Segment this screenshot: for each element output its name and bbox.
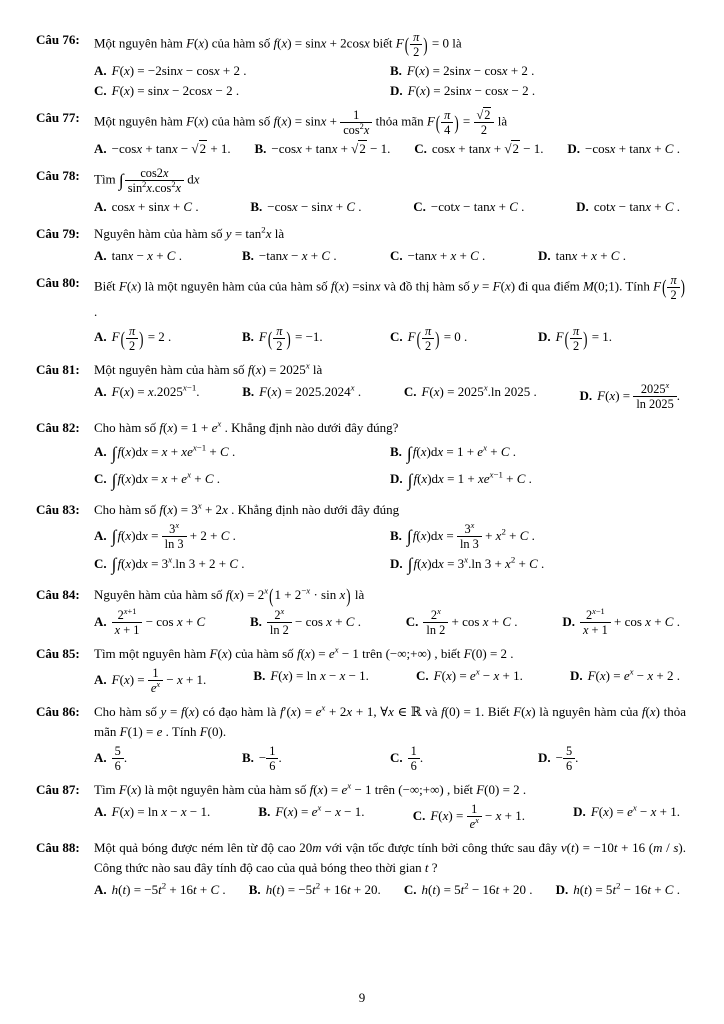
question — [36, 780, 686, 831]
option-list — [94, 880, 686, 900]
answer-option — [94, 197, 199, 217]
option-text: $\frac{5}{6}$ . — [112, 750, 127, 765]
option-key: D. — [555, 881, 569, 897]
option-list — [94, 666, 686, 695]
question-body — [94, 30, 686, 101]
option-text: $\frac{2^x}{\ln 2}$ + cos x + C . — [423, 614, 517, 629]
option-text: tanx + x + C . — [555, 247, 626, 263]
option-key: D. — [538, 329, 551, 345]
question-stem: Cho hàm số $f(x) = 1 + e^x$ . Khẳng định nào dưới đây đúng? — [94, 418, 399, 436]
answer-option — [390, 551, 686, 578]
question-label: Câu 83: — [36, 502, 80, 518]
question-stem: Cho hàm số $f(x) = 3^x + 2x$ . Khẳng định nào dưới đây đúng — [94, 500, 400, 518]
answer-option — [249, 880, 381, 900]
option-key: C. — [403, 383, 417, 399]
option-text: $h(t) = -5t^2 + 16t + C$ . — [111, 880, 226, 897]
answer-option — [538, 246, 686, 266]
option-key: D. — [579, 387, 593, 403]
question — [36, 838, 686, 899]
option-text: $h(t) = 5t^2 - 16t + C$ . — [573, 880, 680, 897]
question — [36, 702, 686, 773]
question-label: Câu 87: — [36, 782, 80, 798]
option-text: $h(t) = 5t^2 - 16t + 20$ . — [421, 880, 533, 897]
option-text: F( $\frac{\pi}{2}$ ) = 0 . — [407, 323, 468, 353]
answer-option — [94, 382, 200, 411]
answer-option — [94, 880, 226, 900]
option-text: cotx − tanx + C . — [593, 199, 680, 215]
option-key: B. — [249, 613, 262, 629]
question-stem: Tìm một nguyên hàm F(x) của hàm số $f(x) = e^x - 1$ trên (−∞;+∞) , biết F(0) = 2 . — [94, 645, 514, 662]
answer-option — [416, 666, 523, 695]
option-text: $F(x) = e^x - x + 1$. — [433, 666, 523, 684]
question-stem: Tìm F(x) là một nguyên hàm của hàm số $f(x) = e^x - 1$ trên (−∞;+∞) , biết F(0) = 2 . — [94, 781, 527, 798]
option-list — [94, 744, 686, 773]
option-text: F( $\frac{\pi}{2}$ ) = 2 . — [111, 323, 172, 353]
option-list — [94, 197, 686, 217]
option-text: $F(x) = 2025^x.\ln$ 2025 . — [421, 382, 537, 399]
option-key: C. — [405, 613, 419, 629]
question-stem: Một nguyên hàm F(x) của hàm số f(x) = sinx + 2cosx biết F( $\frac{\pi}{2}$ ) = 0 là — [94, 30, 462, 60]
option-text: $F(x) = e^x - x - 1$. — [275, 802, 365, 820]
answer-option — [556, 880, 680, 900]
option-key: B. — [390, 63, 402, 79]
question-stem: Một nguyên hàm của hàm số $f(x) = 2025^x$ là — [94, 360, 323, 378]
answer-option — [94, 608, 205, 637]
option-key: B. — [242, 383, 255, 399]
answer-option — [413, 197, 524, 217]
option-text: F(x) = −2sinx − cosx + 2 . — [111, 63, 247, 79]
option-key: A. — [94, 141, 107, 157]
option-key: D. — [562, 613, 575, 629]
option-key: C. — [403, 881, 417, 897]
question-label: Câu 76: — [36, 32, 80, 47]
page-number: 9 — [358, 990, 366, 1006]
question-stem: Một nguyên hàm F(x) của hàm số f(x) = sinx + $\frac{1}{\cos^2x}$ thỏa mãn F( $\frac{\pi}{4}$ ) = $\frac{√2}{2}$ là — [94, 107, 508, 138]
option-text: −tanx + x + C . — [407, 247, 486, 263]
option-text: $\frac{2^x}{\ln 2}$ − cos x + C . — [267, 614, 361, 629]
answer-option — [94, 802, 210, 831]
option-text: −cotx − tanx + C . — [430, 199, 525, 215]
option-key: C. — [94, 470, 107, 486]
option-text: $\frac{1}{6}$ . — [408, 750, 423, 765]
answer-option — [94, 81, 390, 101]
option-key: B. — [242, 247, 254, 263]
question-label: Câu 85: — [36, 646, 80, 662]
answer-option — [390, 522, 686, 551]
question-body — [94, 418, 686, 493]
answer-option — [242, 382, 361, 411]
answer-option — [242, 246, 390, 266]
option-text: F(x) = 2sinx − cosx − 2 . — [407, 83, 536, 99]
answer-option — [94, 551, 390, 578]
option-key: D. — [576, 199, 589, 215]
option-list — [94, 139, 686, 159]
answer-option — [390, 81, 686, 101]
question — [36, 360, 686, 411]
option-key: C. — [94, 555, 107, 571]
question-label: Câu 81: — [36, 362, 80, 378]
question-label: Câu 82: — [36, 420, 80, 436]
question — [36, 30, 686, 101]
answer-option — [538, 744, 686, 773]
question — [36, 644, 686, 695]
answer-option — [94, 522, 390, 551]
answer-option — [538, 324, 686, 353]
option-key: A. — [94, 671, 107, 687]
option-key: D. — [567, 141, 580, 157]
option-key: A. — [94, 804, 107, 820]
question-body — [94, 224, 686, 266]
question-body — [94, 838, 686, 899]
answer-option — [390, 440, 686, 467]
question-body — [94, 644, 686, 695]
question-stem: Nguyên hàm của hàm số $y = \tan^2x$ là — [94, 224, 285, 242]
answer-option — [242, 324, 390, 353]
option-text: $h(t) = -5t^2 + 16t + 20$. — [265, 880, 381, 897]
answer-option — [94, 467, 390, 494]
question-label: Câu 80: — [36, 274, 80, 290]
option-text: −cosx + tanx + C . — [585, 141, 680, 157]
option-text: −cosx − sinx + C . — [267, 199, 362, 215]
option-text: F(x) = $\frac{1}{e^x}$ − x + 1. — [111, 666, 207, 696]
question-label: Câu 77: — [36, 109, 80, 125]
option-key: A. — [94, 329, 107, 345]
option-text: $F(x) = 2025.2024^x$ . — [259, 382, 362, 399]
option-text: F(x) = ln x − x − 1. — [111, 804, 211, 820]
option-list — [94, 522, 686, 578]
option-key: A. — [94, 444, 107, 460]
option-list — [94, 608, 686, 637]
option-key: A. — [94, 613, 107, 629]
option-key: D. — [569, 668, 583, 684]
option-key: B. — [253, 668, 266, 684]
option-text: F(x) = ln x − x − 1. — [270, 668, 369, 684]
option-text: F(x) = 2sinx − cosx + 2 . — [406, 63, 535, 79]
question-stem: Biết F(x) là một nguyên hàm của của hàm số f(x) =sinx và đồ thị hàm số y = F(x) đi qua điểm M(0;1). Tính F( $\frac{\pi}{2}$ ). — [94, 272, 685, 319]
option-key: A. — [94, 383, 107, 399]
answer-option — [390, 61, 686, 81]
option-text: $F(x) = e^x - x + 1$. — [590, 802, 680, 820]
option-text: $\int f(x)dx = 1 + e^x + C$ . — [406, 442, 516, 463]
option-key: B. — [250, 199, 263, 215]
question-stem: Tìm ∫ $\frac{\cos 2x}{\sin^2x.\cos^2x}$ dx — [94, 166, 200, 196]
option-key: A. — [94, 63, 107, 79]
option-key: D. — [538, 749, 551, 765]
option-list — [94, 440, 686, 493]
answer-option — [258, 802, 364, 831]
option-key: B. — [258, 804, 271, 820]
answer-option — [404, 880, 533, 900]
question — [36, 500, 686, 578]
question-body — [94, 500, 686, 578]
option-key: C. — [414, 141, 427, 157]
option-text: $\int f(x)dx = x + xe^{x-1} + C$ . — [111, 442, 236, 463]
question — [36, 108, 686, 159]
option-text: F( $\frac{\pi}{2}$ ) = −1. — [258, 323, 323, 353]
question-list — [36, 30, 686, 900]
question — [36, 224, 686, 266]
option-text: $\int f(x)dx = 3^x.\ln$ $3 + x^2 + C$ . — [407, 554, 545, 575]
answer-option — [94, 324, 242, 353]
question-stem: Cho hàm số y = f(x) có đạo hàm là $f'(x) = e^x + 2x + 1$, ∀x ∈ ℝ và f(0) = 1. Biết F(x) là nguyên hàm của f(x) thỏa mãn F(1) = e . Tính F(0). — [94, 703, 686, 740]
option-key: C. — [412, 807, 426, 823]
answer-option — [94, 440, 390, 467]
option-text: − $\frac{1}{6}$ . — [258, 743, 282, 774]
question-body — [94, 166, 686, 217]
answer-option — [253, 666, 369, 695]
answer-option — [254, 139, 390, 159]
option-text: $\int f(x)dx = 1 + xe^{x-1} + C$ . — [407, 469, 532, 490]
option-text: −cosx + tanx − √2 + 1. — [111, 141, 231, 157]
question-label: Câu 84: — [36, 587, 80, 603]
answer-option — [390, 744, 538, 773]
option-key: A. — [94, 199, 107, 215]
option-key: D. — [573, 804, 586, 820]
answer-option — [94, 666, 206, 695]
answer-option — [250, 197, 361, 217]
answer-option — [390, 324, 538, 353]
option-list — [94, 61, 686, 101]
option-text: cosx + sinx + C . — [111, 199, 199, 215]
option-text: F(x) = $\frac{1}{e^x}$ − x + 1. — [430, 802, 525, 832]
answer-option — [390, 467, 686, 494]
option-text: $\int f(x)dx = 3^x.\ln$ 3 + 2 + C . — [111, 554, 245, 575]
option-key: D. — [390, 83, 403, 99]
option-text: F(x) = $\frac{2025^x}{\ln 2025}$ . — [597, 380, 680, 412]
answer-option — [567, 139, 680, 159]
answer-option — [413, 802, 525, 831]
question — [36, 585, 686, 637]
option-text: F(x) = sinx − 2cosx − 2 . — [111, 83, 240, 99]
option-key: A. — [94, 881, 107, 897]
option-key: B. — [248, 881, 261, 897]
answer-option — [94, 61, 390, 81]
option-text: −cosx + tanx + √2 − 1. — [271, 141, 391, 157]
option-text: $\int f(x)dx = x + e^x + C$ . — [111, 469, 221, 490]
option-text: F( $\frac{\pi}{2}$ ) = 1. — [555, 323, 613, 353]
question — [36, 418, 686, 493]
answer-option — [404, 382, 537, 411]
option-text: ∫f(x)dx = $\frac{3^x}{\ln 3}$ + 2 + C . — [111, 520, 236, 552]
option-key: B. — [242, 749, 254, 765]
answer-option — [406, 608, 518, 637]
option-key: A. — [94, 247, 107, 263]
question-label: Câu 88: — [36, 840, 80, 856]
option-key: A. — [94, 527, 107, 543]
option-key: D. — [390, 470, 403, 486]
option-key: A. — [94, 749, 107, 765]
option-text: tanx − x + C . — [111, 247, 182, 263]
option-key: C. — [390, 247, 403, 263]
answer-option — [562, 608, 680, 637]
option-key: C. — [416, 668, 429, 684]
answer-option — [579, 382, 680, 411]
option-text: cosx + tanx + √2 − 1. — [431, 141, 544, 157]
option-text: $\frac{2^{x-1}}{x + 1}$ + cos x + C . — [580, 614, 680, 629]
answer-option — [94, 246, 242, 266]
option-key: C. — [390, 329, 403, 345]
option-text: −tanx − x + C . — [258, 247, 337, 263]
question-stem: Một quả bóng được ném lên từ độ cao 20m với vận tốc được tính bởi công thức sau đây v(t) = −10t + 16 (m / s). Công thức nào sau đây tính độ cao của quả bóng theo thời gian t ? — [94, 840, 686, 876]
question-label: Câu 86: — [36, 704, 80, 720]
answer-option — [414, 139, 543, 159]
question-label: Câu 79: — [36, 226, 80, 242]
answer-option — [576, 197, 680, 217]
option-key: C. — [413, 199, 426, 215]
option-text: $F(x) = x.2025^{x-1}$. — [111, 382, 200, 399]
answer-option — [94, 744, 242, 773]
option-key: B. — [390, 527, 402, 543]
option-list — [94, 246, 686, 266]
option-key: D. — [538, 247, 551, 263]
answer-option — [390, 246, 538, 266]
option-key: C. — [94, 83, 107, 99]
question-body — [94, 585, 686, 637]
question-body — [94, 702, 686, 773]
question-body — [94, 273, 686, 354]
question-body — [94, 108, 686, 159]
option-key: B. — [390, 444, 402, 460]
option-text: − $\frac{5}{6}$ . — [555, 743, 579, 774]
answer-option — [250, 608, 361, 637]
option-list — [94, 802, 686, 831]
answer-option — [573, 802, 680, 831]
question — [36, 166, 686, 217]
question-body — [94, 780, 686, 831]
option-list — [94, 382, 686, 411]
answer-option — [570, 666, 680, 695]
question-body — [94, 360, 686, 411]
question-stem: Nguyên hàm của hàm số $f(x) = 2^x(1 + 2^{-x} \cdot \sin x)$ là — [94, 583, 365, 608]
option-key: D. — [390, 555, 403, 571]
option-key: B. — [242, 329, 254, 345]
answer-option — [242, 744, 390, 773]
option-key: C. — [390, 749, 403, 765]
option-list — [94, 324, 686, 353]
option-text: ∫f(x)dx = $\frac{3^x}{\ln 3}$ + $x^2 + C$ . — [406, 520, 535, 552]
answer-option — [94, 139, 231, 159]
question — [36, 273, 686, 354]
option-key: B. — [254, 141, 267, 157]
option-text: $\frac{2^{x+1}}{x + 1}$ − cos x + C — [112, 614, 206, 629]
question-label: Câu 78: — [36, 168, 80, 183]
option-text: $F(x) = e^x - x + 2$ . — [587, 666, 680, 684]
